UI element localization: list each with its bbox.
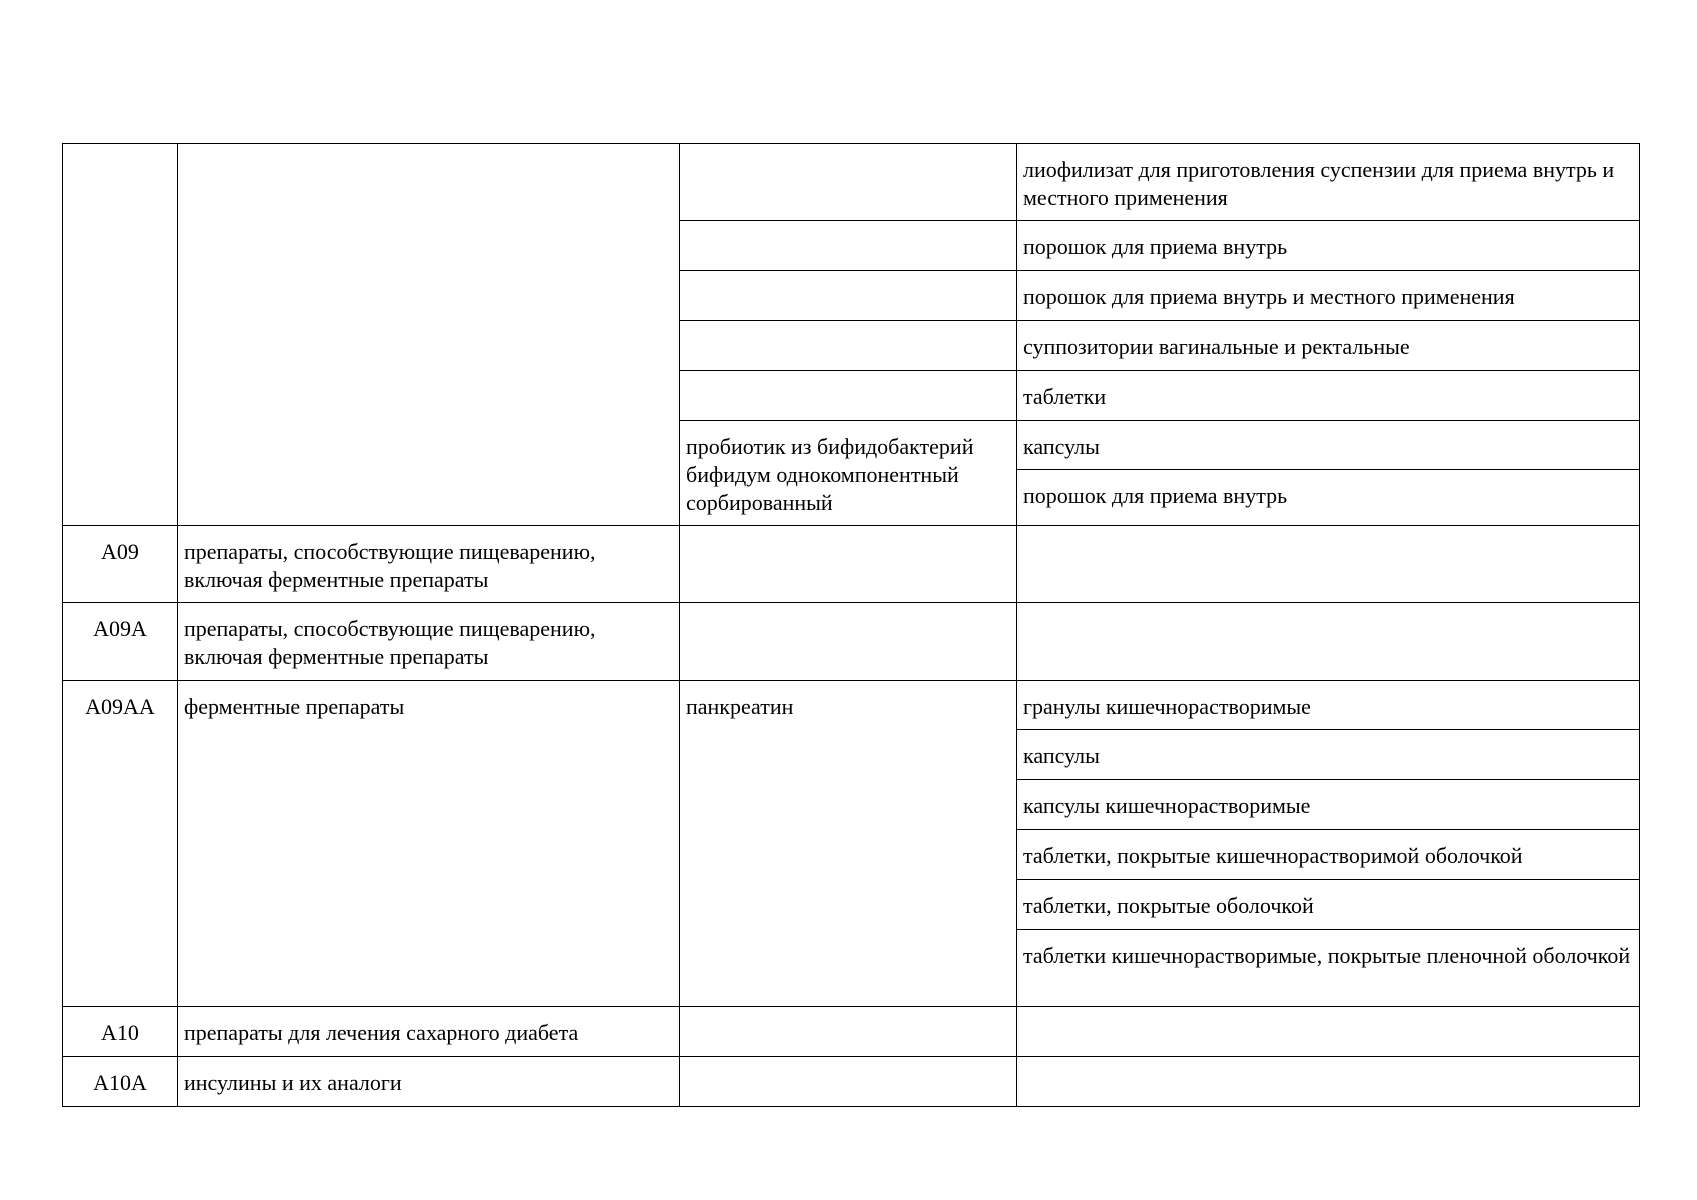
drug-cell <box>680 526 1017 603</box>
group-cell: инсулины и их аналоги <box>178 1057 680 1107</box>
form-cell <box>1017 603 1640 681</box>
form-cell: таблетки кишечнорастворимые, покрытые пленочной оболочкой <box>1017 930 1640 1007</box>
table-row <box>63 144 1640 221</box>
drug-list-table <box>62 143 1640 1107</box>
table-row <box>63 1057 1640 1107</box>
form-cell: гранулы кишечнорастворимые <box>1017 681 1640 730</box>
drug-cell <box>680 603 1017 681</box>
form-cell: таблетки, покрытые кишечнорастворимой оболочкой <box>1017 830 1640 880</box>
atc-code-cell: A09AA <box>63 681 178 1007</box>
form-cell: суппозитории вагинальные и ректальные <box>1017 321 1640 371</box>
atc-code-cell: A09 <box>63 526 178 603</box>
drug-cell <box>680 221 1017 271</box>
form-cell: капсулы <box>1017 421 1640 470</box>
group-cell: препараты, способствующие пищеварению, включая ферментные препараты <box>178 526 680 603</box>
form-cell: лиофилизат для приготовления суспензии для приема внутрь и местного применения <box>1017 144 1640 221</box>
group-cell: ферментные препараты <box>178 681 680 1007</box>
form-cell <box>1017 526 1640 603</box>
form-cell <box>1017 1007 1640 1057</box>
atc-code-cell: A10A <box>63 1057 178 1107</box>
table-row <box>63 1007 1640 1057</box>
drug-cell <box>680 1007 1017 1057</box>
table-row <box>63 681 1640 730</box>
table-row <box>63 603 1640 681</box>
form-cell: порошок для приема внутрь <box>1017 221 1640 271</box>
table-row <box>63 526 1640 603</box>
atc-code-cell: A10 <box>63 1007 178 1057</box>
group-cell: препараты, способствующие пищеварению, включая ферментные препараты <box>178 603 680 681</box>
form-cell: порошок для приема внутрь и местного применения <box>1017 271 1640 321</box>
group-cell <box>178 144 680 526</box>
drug-cell: панкреатин <box>680 681 1017 1007</box>
drug-cell <box>680 371 1017 421</box>
drug-cell <box>680 321 1017 371</box>
drug-cell <box>680 271 1017 321</box>
form-cell: капсулы кишечнорастворимые <box>1017 780 1640 830</box>
form-cell: таблетки <box>1017 371 1640 421</box>
form-cell: порошок для приема внутрь <box>1017 470 1640 526</box>
drug-cell: пробиотик из бифидобактерий бифидум однокомпонентный сорбированный <box>680 421 1017 526</box>
atc-code-cell: A09A <box>63 603 178 681</box>
group-cell: препараты для лечения сахарного диабета <box>178 1007 680 1057</box>
drug-cell <box>680 144 1017 221</box>
form-cell: капсулы <box>1017 730 1640 780</box>
drug-cell <box>680 1057 1017 1107</box>
form-cell: таблетки, покрытые оболочкой <box>1017 880 1640 930</box>
atc-code-cell <box>63 144 178 526</box>
form-cell <box>1017 1057 1640 1107</box>
